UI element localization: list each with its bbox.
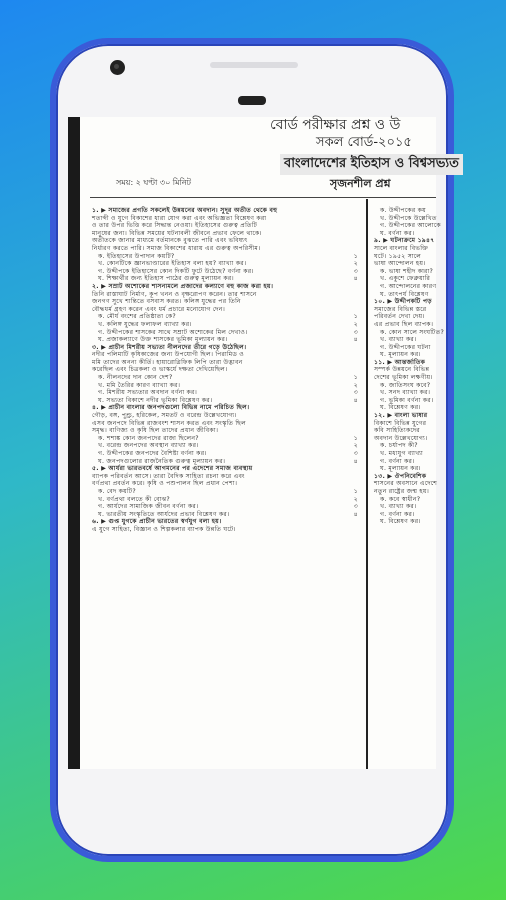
text-line: শাসনের অবসানে এদেশে bbox=[374, 480, 438, 488]
text-line: ক. চর্যাপদ কী? bbox=[380, 442, 418, 450]
subject-title: বাংলাদেশের ইতিহাস ও বিশ্বসভ্যত bbox=[280, 154, 463, 175]
question-line: ৬. ▶ গুপ্ত যুগকে প্রাচীন ভারতের স্বর্ণযুগ বলা হয়। bbox=[92, 518, 222, 526]
text-line: গ. আন্দোলনের কারণ bbox=[380, 282, 437, 290]
text-line: পরিবর্তন দেখা দেয়। bbox=[374, 313, 425, 321]
right-column-text bbox=[374, 207, 444, 765]
text-line: অবদান উল্লেখযোগ্য। bbox=[374, 434, 428, 442]
text-line: ২ খ. বর্ণপ্রথা বলতে কী বোঝ? bbox=[92, 496, 362, 504]
marks-value: ২ bbox=[353, 442, 358, 450]
text-line: ক. কোন সালে সংঘটিত? bbox=[380, 328, 444, 336]
question-line: ৪. ▶ প্রাচীন বাংলার জনপদগুলো বিভিন্ন নামে পরিচিত ছিল। bbox=[92, 404, 250, 412]
text-line: ৩ গ. উদ্দীপকে ইতিহাসের কোন দিকটি ফুটে উঠেছে? বর্ণনা কর। bbox=[92, 268, 362, 276]
column-divider bbox=[366, 199, 368, 769]
text-line: মমি তাদের অনন্য কীর্তি। হায়ারোগ্লিফিক লিপি তারা উদ্ভাবন bbox=[92, 358, 243, 366]
marks-value: ৩ bbox=[353, 503, 358, 511]
text-line: গ. বর্ণনা কর। bbox=[380, 457, 415, 465]
text-line: মানুষের জন্য। বিভিন্ন সময়ের ঘটনাবলী জীবনে প্রভাব ফেলে থাকে। bbox=[92, 229, 262, 237]
text-line: ভাষা আন্দোলন হয়। bbox=[374, 260, 426, 268]
question-line: ১২. ▶ বাংলা ভাষার bbox=[374, 412, 428, 420]
marks-value: ১ bbox=[353, 374, 358, 382]
text-line: ক. জাতিসংঘ কবে? bbox=[380, 381, 431, 389]
text-line: ঘ. মূল্যায়ন কর। bbox=[380, 351, 421, 359]
text-line: গ. উদ্দীপকের ঘটনা bbox=[380, 343, 431, 351]
text-line: ৪ ঘ. শিক্ষার্থীর জন্য ইতিহাস পাঠের গুরুত্ব মূল্যায়ন কর। bbox=[92, 275, 362, 283]
marks-value: ৩ bbox=[353, 389, 358, 397]
marks-value: ১ bbox=[353, 252, 358, 260]
text-line: খ. একুশে ফেব্রুয়ারি bbox=[380, 275, 431, 283]
marks-value: ৩ bbox=[353, 450, 358, 457]
text-line: ও তার উপর ভিত্তি করে সিদ্ধান্ত নেওয়া। ইতিহাসের গুরুত্ব প্রতিটি bbox=[92, 222, 258, 230]
question-line: ২. ▶ সম্রাট অশোকের শাসনামলে প্রজাদের কল্যাণে বহু কাজ করা হয়। bbox=[92, 282, 274, 290]
book-spine-shadow bbox=[68, 117, 80, 769]
text-line: বর্ণপ্রথা প্রবর্তন করে। কৃষি ও পশুপালন ছিল প্রধান পেশা। bbox=[92, 480, 238, 488]
text-line: ৪ ঘ. ভারতীয় সংস্কৃতিতে আর্যদের প্রভাব বিশ্লেষণ কর। bbox=[92, 511, 362, 519]
question-line: ১০. ▶ উদ্দীপকটি পড় bbox=[374, 298, 432, 306]
text-line: খ. সনদ ব্যাখ্যা কর। bbox=[380, 389, 431, 397]
text-line: এর প্রভাব ছিল ব্যাপক। bbox=[374, 320, 434, 328]
text-line: ২ খ. কলিঙ্গ যুদ্ধের ফলাফল ব্যাখ্যা কর। bbox=[92, 321, 362, 329]
text-line: অতীতকে জানার মাধ্যমে বর্তমানকে বুঝতে পারি এবং ভবিষ্যৎ bbox=[92, 237, 248, 245]
question-line: ১১. ▶ আন্তর্জাতিক bbox=[374, 358, 426, 366]
text-line: ঘ. বর্ণনা কর। bbox=[380, 229, 415, 237]
marks-value: ৪ bbox=[353, 396, 358, 404]
scanned-document-page[interactable] bbox=[80, 117, 459, 769]
text-line: ৩ গ. উদ্দীপকের শাসকের সাথে সম্রাট অশোকের মিল দেখাও। bbox=[92, 329, 362, 337]
question-line: ৩. ▶ প্রাচীন মিশরীয় সভ্যতা নীলনদের তীরে গড়ে উঠেছিল। bbox=[92, 343, 247, 351]
text-line: ২ খ. মমি তৈরির কারণ ব্যাখ্যা কর। bbox=[92, 382, 362, 390]
text-line: গ. বর্ণনা কর। bbox=[380, 510, 415, 518]
text-line: খ. মধ্যযুগ ব্যাখ্যা bbox=[380, 450, 423, 457]
text-line: বৌদ্ধধর্ম গ্রহণ করেন এবং ধর্ম প্রচারে মনোযোগ দেন। bbox=[92, 305, 226, 313]
text-line: ২ খ. কোনটিকে জ্ঞানভাণ্ডারের ইতিহাস বলা হয়? ব্যাখ্যা কর। bbox=[92, 260, 362, 268]
question-line: ১. ▶ সমাজের প্রগতি সকলেই উন্নয়নের অবদান। সুদূর অতীত থেকে বহু bbox=[92, 207, 278, 214]
text-line: ১ ক. নীলনদের দান কোন দেশ? bbox=[92, 374, 362, 382]
text-line: ৪ ঘ. জনপদগুলোর রাজনৈতিক গুরুত্ব মূল্যায়ন কর। bbox=[92, 458, 362, 466]
text-line: ১ ক. শশাঙ্ক কোন জনপদের রাজা ছিলেন? bbox=[92, 435, 362, 443]
marks-value: ৪ bbox=[353, 336, 358, 344]
text-line: খ. উদ্দীপকে উল্লেখিত bbox=[380, 214, 437, 222]
text-line: ঘ. তাৎপর্য বিশ্লেষণ bbox=[380, 290, 429, 298]
text-line: ঘটে। ১৯৫২ সালে bbox=[374, 252, 422, 260]
text-line: গৌড়, বঙ্গ, পুণ্ড্র, হরিকেল, সমতট ও বরেন্দ্র উল্লেখযোগ্য। bbox=[92, 412, 237, 420]
text-line: শতাব্দী ও যুগে বিকাশের ধারা যোগ করা এবং অভিজ্ঞতা বিশ্লেষণ করা bbox=[92, 214, 267, 222]
header-divider bbox=[90, 197, 436, 198]
text-line: সমাজের বিভিন্ন স্তরে bbox=[374, 305, 427, 313]
question-line: ৫. ▶ আর্যরা ভারতবর্ষে আগমনের পর এদেশের সমাজ ব্যবস্থায় bbox=[92, 465, 253, 473]
text-line: ক. কবে স্বাধীন? bbox=[380, 495, 421, 503]
text-line: ব্যাপক পরিবর্তন আসে। তারা বৈদিক সাহিত্য রচনা করে এবং bbox=[92, 472, 245, 480]
text-line: ৩ গ. উদ্দীপকের জনপদের বৈশিষ্ট্য বর্ণনা কর। bbox=[92, 450, 362, 458]
text-line: ঘ. মূল্যায়ন কর। bbox=[380, 465, 421, 473]
marks-value: ৩ bbox=[353, 267, 358, 275]
text-line: ৩ গ. আর্যদের সামাজিক জীবন বর্ণনা কর। bbox=[92, 503, 362, 511]
time-marks-info: সময়: ২ ঘণ্টা ৩০ মিনিট bbox=[116, 178, 191, 187]
marks-value: ২ bbox=[353, 320, 358, 328]
text-line: এসব জনপদে বিভিন্ন রাজবংশ শাসন করত এবং সংস্কৃতি ছিল bbox=[92, 419, 246, 427]
section-title: সৃজনশীল প্রশ্ন bbox=[330, 177, 391, 190]
text-line: ঘ. বিশ্লেষণ কর। bbox=[380, 404, 421, 412]
text-line: নতুন রাষ্ট্রের জন্ম হয়। bbox=[374, 487, 430, 495]
text-line: গ. উদ্দীপকের আলোকে bbox=[380, 222, 441, 230]
proximity-sensor bbox=[238, 96, 266, 105]
text-line: দেশের ভূমিকা লক্ষণীয়। bbox=[374, 374, 433, 382]
document-header: বোর্ড পরীক্ষার প্রশ্ন ও উ bbox=[270, 117, 401, 133]
marks-value: ১ bbox=[353, 487, 358, 495]
text-line: খ. ব্যাখ্যা কর। bbox=[380, 503, 417, 511]
text-line: কবি সাহিত্যিকদের bbox=[374, 427, 420, 435]
phone-screen[interactable] bbox=[68, 117, 459, 769]
text-line: খ. ব্যাখ্যা কর। bbox=[380, 336, 417, 344]
text-line: তিনি রাস্তাঘাট নির্মাণ, কূপ খনন ও বৃক্ষরোপণ করেন। তার শাসনে bbox=[92, 290, 257, 298]
text-line: সালে বাংলার বিভক্তি bbox=[374, 244, 429, 252]
marks-value: ৩ bbox=[353, 328, 358, 336]
text-line: ৩ গ. মিশরীয় সভ্যতার অবদান বর্ণনা কর। bbox=[92, 389, 362, 397]
text-line: সম্পর্ক উন্নয়নে বিভিন্ন bbox=[374, 366, 430, 374]
marks-value: ৪ bbox=[353, 275, 358, 283]
text-line: এ যুগে সাহিত্য, বিজ্ঞান ও শিল্পকলার ব্যাপক উন্নতি ঘটে। bbox=[92, 525, 236, 533]
text-line: ২ খ. বরেন্দ্র জনপদের অবস্থান ব্যাখ্যা কর। bbox=[92, 442, 362, 450]
marks-value: ১ bbox=[353, 434, 358, 442]
text-line: নদীর পলিমাটি কৃষিকাজের জন্য উপযোগী ছিল। পিরামিড ও bbox=[92, 351, 245, 359]
front-camera-icon bbox=[110, 60, 125, 75]
earpiece-speaker bbox=[210, 62, 298, 68]
text-line: ১ ক. ইতিহাসের উপাদান কয়টি? bbox=[92, 253, 362, 261]
text-line: বিকাশে বিভিন্ন যুগের bbox=[374, 419, 427, 427]
text-line: ৪ ঘ. সভ্যতা বিকাশে নদীর ভূমিকা বিশ্লেষণ কর। bbox=[92, 397, 362, 405]
text-line: জনগণ সুখে শান্তিতে বসবাস করত। কলিঙ্গ যুদ্ধের পর তিনি bbox=[92, 298, 241, 306]
text-line: ঘ. বিশ্লেষণ কর। bbox=[380, 518, 421, 526]
text-line: ১ ক. মৌর্য বংশের প্রতিষ্ঠাতা কে? bbox=[92, 313, 362, 321]
left-column-text bbox=[92, 207, 362, 765]
text-line: করেছিল এবং চিত্রকলা ও ভাস্কর্যে দক্ষতা দেখিয়েছিল। bbox=[92, 366, 228, 374]
marks-value: ৪ bbox=[353, 510, 358, 518]
marks-value: ৪ bbox=[353, 457, 358, 465]
marks-value: ১ bbox=[353, 313, 358, 321]
text-line: গ. ভূমিকা বর্ণনা কর। bbox=[380, 396, 434, 404]
question-line: ৯. ▶ ঘটনাক্রমে ১৯৪৭ bbox=[374, 237, 435, 245]
marks-value: ২ bbox=[353, 381, 358, 389]
text-line: ক. ভাষা শহীদ কারা? bbox=[380, 267, 433, 275]
text-line: ক. উদ্দীপকের কয় bbox=[380, 207, 426, 214]
question-line: ১৩. ▶ ঔপনিবেশিক bbox=[374, 472, 427, 480]
text-line: সমৃদ্ধ। বাণিজ্য ও কৃষি ছিল তাদের প্রধান জীবিকা। bbox=[92, 427, 219, 435]
board-year-label: সকল বোর্ড-২০১৫ bbox=[316, 135, 412, 150]
marks-value: ২ bbox=[353, 260, 358, 268]
text-line: নির্ধারণ করতে পারি। সমাজ বিকাশের ধারায় এর গুরুত্ব অপরিসীম। bbox=[92, 244, 261, 252]
text-line: ১ ক. বেদ কয়টি? bbox=[92, 488, 362, 496]
marks-value: ২ bbox=[353, 495, 358, 503]
text-line: ৪ ঘ. প্রজাকল্যাণে উক্ত শাসকের ভূমিকা মূল্যায়ন কর। bbox=[92, 336, 362, 344]
